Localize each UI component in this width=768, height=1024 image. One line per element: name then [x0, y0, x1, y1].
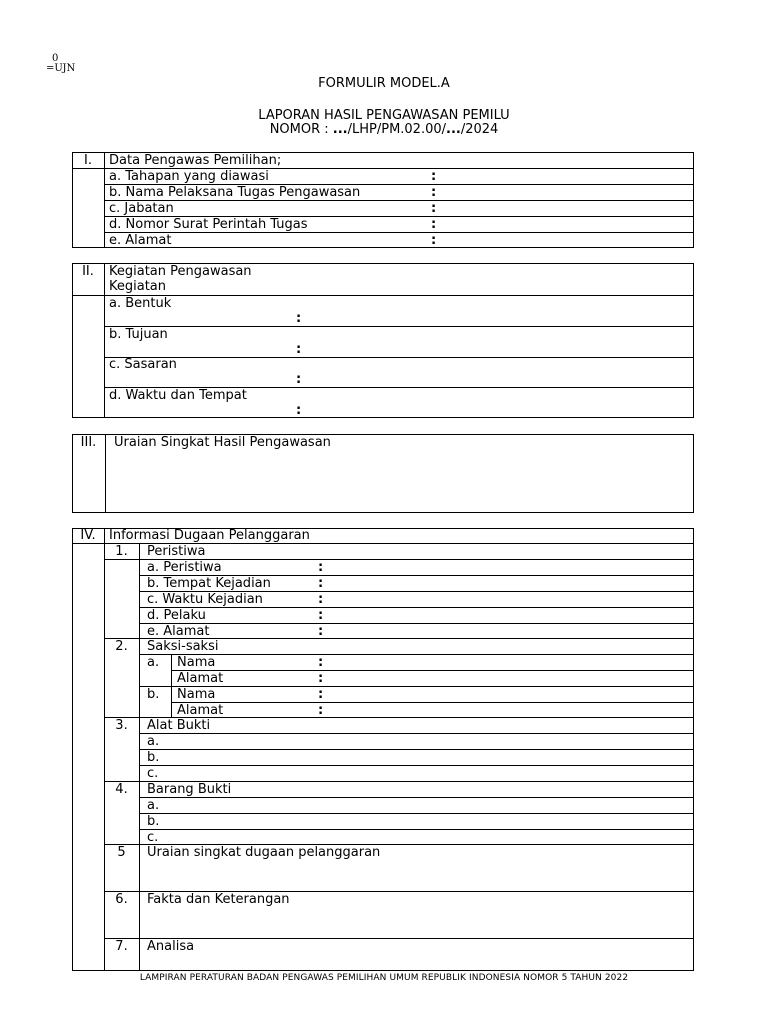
item-2-label: Saksi-saksi [147, 639, 219, 654]
evidence-item-a: a. [147, 734, 160, 749]
field-colon: : [318, 703, 324, 718]
field-label-tujuan: b. Tujuan [109, 327, 168, 342]
item-5-label: Uraian singkat dugaan pelanggaran [147, 845, 381, 860]
report-title: LAPORAN HASIL PENGAWASAN PEMILU [258, 108, 510, 123]
field-colon: : [296, 311, 302, 326]
report-number-ellipsis-1: ... [332, 122, 348, 137]
item-7-label: Analisa [147, 939, 195, 954]
field-label-witness-b-nama: Nama [177, 687, 216, 702]
item-1-label: Peristiwa [147, 544, 206, 559]
field-label-waktu-tempat: d. Waktu dan Tempat [109, 388, 247, 403]
field-colon: : [296, 372, 302, 387]
field-label-alamat: e. Alamat [109, 233, 172, 248]
item-1-number: 1. [115, 544, 128, 559]
goods-item-a: a. [147, 798, 160, 813]
field-colon: : [431, 217, 437, 232]
section-4-title: Informasi Dugaan Pelanggaran [109, 528, 310, 543]
section-4-number: IV. [80, 528, 96, 543]
section-3-title: Uraian Singkat Hasil Pengawasan [114, 435, 331, 450]
field-label-witness-b-alamat: Alamat [177, 703, 224, 718]
field-label-pelaku: d. Pelaku [147, 608, 206, 623]
item-5-number: 5 [117, 845, 126, 860]
field-colon: : [318, 655, 324, 670]
field-label-witness-a-nama: Nama [177, 655, 216, 670]
field-label-tahapan: a. Tahapan yang diawasi [109, 169, 269, 184]
field-colon: : [318, 671, 324, 686]
evidence-item-c: c. [147, 766, 159, 781]
field-colon: : [318, 592, 324, 607]
section-2-subtitle: Kegiatan [109, 279, 167, 294]
field-colon: : [296, 403, 302, 418]
report-number-label: NOMOR : [269, 122, 329, 137]
page-marker-bottom: =UJN [46, 63, 76, 74]
section-2-title: Kegiatan Pengawasan [109, 264, 252, 279]
field-label-nomor-surat: d. Nomor Surat Perintah Tugas [109, 217, 308, 232]
field-label-peristiwa: a. Peristiwa [147, 560, 222, 575]
evidence-item-b: b. [147, 750, 160, 765]
field-label-bentuk: a. Bentuk [109, 296, 172, 311]
field-colon: : [431, 233, 437, 248]
witness-b-marker: b. [147, 687, 160, 702]
item-3-number: 3. [115, 718, 128, 733]
field-label-alamat-pelaku: e. Alamat [147, 624, 210, 639]
field-label-nama-pelaksana: b. Nama Pelaksana Tugas Pengawasan [109, 185, 361, 200]
field-label-jabatan: c. Jabatan [109, 201, 174, 216]
field-label-tempat-kejadian: b. Tempat Kejadian [147, 576, 271, 591]
item-2-number: 2. [115, 639, 128, 654]
page-footer: LAMPIRAN PERATURAN BADAN PENGAWAS PEMILIHAN UMUM REPUBLIK INDONESIA NOMOR 5 TAHUN 2022 [139, 973, 629, 983]
item-6-number: 6. [115, 892, 128, 907]
field-label-waktu-kejadian: c. Waktu Kejadian [147, 592, 263, 607]
section-2-number: II. [82, 264, 94, 279]
field-colon: : [318, 624, 324, 639]
item-3-label: Alat Bukti [147, 718, 211, 733]
section-3-number: III. [80, 435, 97, 450]
item-4-number: 4. [115, 782, 128, 797]
report-number-code: /LHP/PM.02.00/ [347, 122, 447, 137]
field-colon: : [296, 342, 302, 357]
report-number [0, 122, 768, 138]
form-model-title: FORMULIR MODEL.A [318, 76, 450, 91]
field-label-witness-a-alamat: Alamat [177, 671, 224, 686]
witness-a-marker: a. [147, 655, 160, 670]
field-label-sasaran: c. Sasaran [109, 357, 177, 372]
section-1-title: Data Pengawas Pemilihan; [109, 153, 282, 168]
field-colon: : [431, 201, 437, 216]
report-number-ellipsis-2: ... [446, 122, 461, 137]
goods-item-c: c. [147, 830, 159, 845]
item-7-number: 7. [115, 939, 128, 954]
goods-item-b: b. [147, 814, 160, 829]
report-number-year: /2024 [460, 122, 499, 137]
field-colon: : [318, 687, 324, 702]
item-4-label: Barang Bukti [147, 782, 232, 797]
field-colon: : [318, 560, 324, 575]
item-6-label: Fakta dan Keterangan [147, 892, 290, 907]
field-colon: : [431, 185, 437, 200]
field-colon: : [318, 576, 324, 591]
field-colon: : [318, 608, 324, 623]
section-1-number: I. [84, 153, 92, 168]
field-colon: : [431, 169, 437, 184]
page-marker-top: 0 [52, 53, 59, 64]
